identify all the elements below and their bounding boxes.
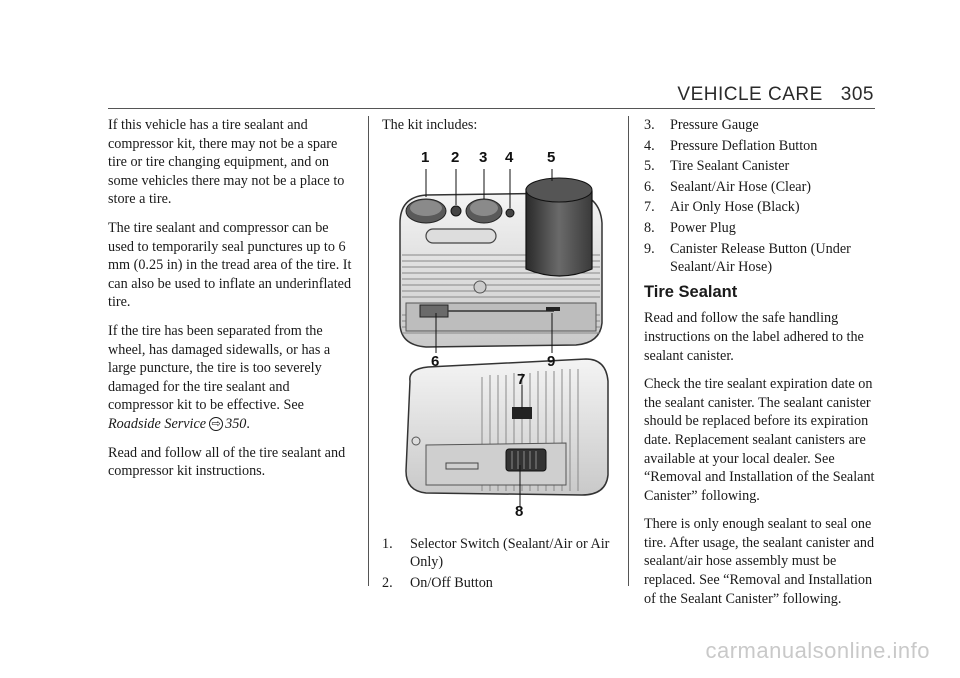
callout-7: 7 bbox=[517, 370, 526, 388]
list-item: 4. Pressure Deflation Button bbox=[644, 137, 818, 154]
kit-intro: The kit includes: bbox=[382, 117, 478, 133]
callout-9: 9 bbox=[547, 352, 556, 370]
list-item: 3. Pressure Gauge bbox=[644, 117, 759, 133]
list-item: 8. Power Plug bbox=[644, 219, 736, 236]
list-item: 5. Tire Sealant Canister bbox=[644, 158, 790, 175]
paragraph-safe-handling: Read and follow the safe handling instructions on the label adhered to the sealant canister. bbox=[644, 310, 864, 364]
page-number: 305 bbox=[840, 84, 874, 105]
callout-6: 6 bbox=[431, 352, 440, 370]
roadside-service-link[interactable]: Roadside Service bbox=[108, 415, 207, 432]
header-rule bbox=[108, 108, 875, 109]
column-divider-1 bbox=[368, 116, 369, 586]
list-item: 1. Selector Switch (Sealant/Air or Air Only) bbox=[382, 535, 610, 571]
page-ref-arrow-icon: ⇨ bbox=[209, 417, 223, 431]
compressor-kit-drawing bbox=[386, 145, 618, 521]
list-item: 6. Sealant/Air Hose (Clear) bbox=[644, 178, 812, 195]
parts-list-continued bbox=[644, 116, 880, 277]
paragraph-damage: If the tire has been separated from the wheel, has damaged sidewalls, or has a large puncture, the tire is too severely damaged for the tire sealant and compressor kit to be effective. See Roadside Service ⇨ 350. bbox=[108, 322, 331, 432]
column-3 bbox=[644, 116, 880, 618]
paragraph-damage-text: If the tire has been separated from the wheel, has damaged sidewalls, or has a large puncture, the tire is too severely damaged for the tire sealant and compressor kit to be effective. See bbox=[108, 322, 331, 414]
callout-4: 4 bbox=[505, 148, 514, 166]
compressor-bottom-view bbox=[406, 359, 608, 495]
column-2 bbox=[382, 116, 614, 594]
column-1 bbox=[108, 116, 358, 491]
callout-5: 5 bbox=[547, 148, 556, 166]
parts-list-start bbox=[382, 535, 614, 593]
callout-1: 1 bbox=[421, 148, 430, 166]
callout-3: 3 bbox=[479, 148, 488, 166]
list-item: 2. On/Off Button bbox=[382, 574, 493, 591]
callout-2: 2 bbox=[451, 148, 460, 166]
paragraph-usage: The tire sealant and compressor can be used to temporarily seal punctures up to 6 mm (0.25 in) in the tread area of the tire. It can also be used to inflate an underinflated tire. bbox=[108, 219, 352, 311]
list-item: 7. Air Only Hose (Black) bbox=[644, 199, 800, 216]
paragraph-one-tire: There is only enough sealant to seal one tire. After usage, the sealant canister and sealant/air hose assembly must be replaced. See “Removal and Installation of the Sealant Canister” following. bbox=[644, 516, 875, 607]
site-watermark: carmanualsonline.info bbox=[705, 638, 930, 663]
list-item: 9. Canister Release Button (Under Sealant/Air Hose) bbox=[644, 240, 851, 276]
compressor-top-view bbox=[400, 178, 602, 347]
compressor-kit-illustration bbox=[386, 145, 618, 521]
section-title: VEHICLE CARE bbox=[677, 84, 823, 105]
callout-8: 8 bbox=[515, 502, 524, 520]
roadside-service-page[interactable]: 350 bbox=[225, 415, 247, 432]
paragraph-intro: If this vehicle has a tire sealant and compressor kit, there may not be a spare tire or tire changing equipment, and on some vehicles there may not be a place to store a tire. bbox=[108, 117, 345, 208]
paragraph-expiration: Check the tire sealant expiration date on the sealant canister. The sealant canister should be replaced before its expiration date. Replacement sealant canisters are available at your local dealer. See “Removal and Installation of the Sealant Canister” following. bbox=[644, 376, 875, 504]
running-header bbox=[677, 84, 874, 106]
column-divider-2 bbox=[628, 116, 629, 586]
section-heading-tire-sealant: Tire Sealant bbox=[644, 282, 738, 301]
paragraph-instructions: Read and follow all of the tire sealant and compressor kit instructions. bbox=[108, 444, 346, 480]
